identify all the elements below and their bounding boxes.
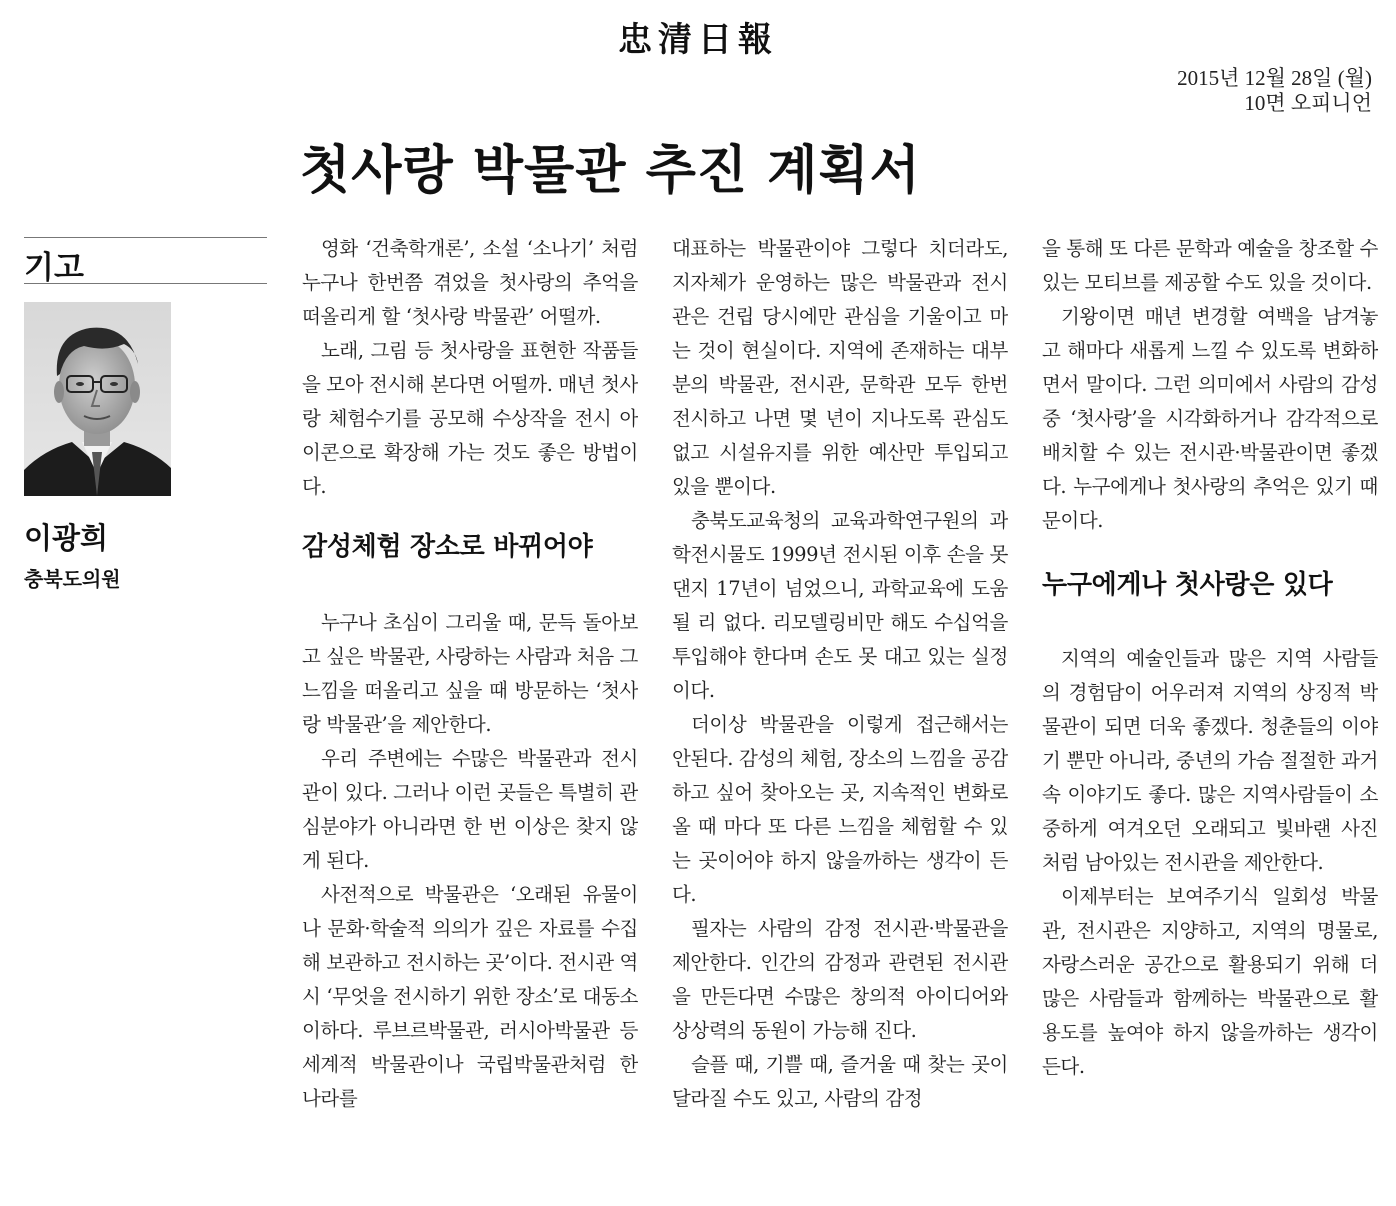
article-headline: 첫사랑 박물관 추진 계획서: [300, 141, 921, 201]
paragraph: 을 통해 또 다른 문학과 예술을 창조할 수 있는 모티브를 제공할 수도 있을 것이다.: [1042, 237, 1378, 294]
author-name: 이광희: [24, 521, 109, 555]
newspaper-masthead: 忠清日報: [618, 20, 778, 60]
paragraph: 이제부터는 보여주기식 일회성 박물관, 전시관은 지양하고, 지역의 명물로, 자랑스러운 공간으로 활용되기 위해 더 많은 사람들과 함께하는 박물관으로 활용도를 높여야 하지 않을까하는 생각이 든다.: [1042, 885, 1378, 1078]
paragraph: 더이상 박물관을 이렇게 접근해서는 안된다. 감성의 체험, 장소의 느낌을 공감하고 싶어 찾아오는 곳, 지속적인 변화로 올 때 마다 또 다른 느낌을 체험할 수 있는 곳이어야 하지 않을까하는 생각이 든다.: [672, 713, 1008, 906]
paragraph: 기왕이면 매년 변경할 여백을 남겨놓고 해마다 새롭게 느낄 수 있도록 변화하면서 말이다. 그런 의미에서 사람의 감성 중 ‘첫사랑’을 시각화하거나 감각적으로 배치할 수 있는 전시관·박물관이면 좋겠다. 누구에게나 첫사랑의 추억은 있기 때문이다.: [1042, 305, 1378, 532]
article-column-1: [302, 232, 638, 1192]
paragraph: 대표하는 박물관이야 그렇다 치더라도, 지자체가 운영하는 많은 박물관과 전시관은 건립 당시에만 관심을 기울이고 마는 것이 현실이다. 지역에 존재하는 대부분의 박물관, 전시관, 문학관 모두 한번 전시하고 나면 몇 년이 지나도록 관심도 없고 시설유지를 위한 예산만 투입되고 있을 뿐이다.: [672, 237, 1008, 498]
paragraph: 필자는 사람의 감정 전시관·박물관을 제안한다. 인간의 감정과 관련된 전시관을 만든다면 수많은 창의적 아이디어와 상상력의 동원이 가능해 진다.: [672, 917, 1008, 1042]
subheading: 누구에게나 첫사랑은 있다: [1042, 570, 1333, 600]
edition-date: 2015년 12월 28일 (월): [1177, 66, 1372, 90]
author-title: 충북도의원: [24, 567, 121, 591]
paragraph: 누구나 초심이 그리울 때, 문득 돌아보고 싶은 박물관, 사랑하는 사람과 처음 그 느낌을 떠올리고 싶을 때 방문하는 ‘첫사랑 박물관’을 제안한다.: [302, 611, 638, 736]
paragraph: 충북도교육청의 교육과학연구원의 과학전시물도 1999년 전시된 이후 손을 못 댄지 17년이 넘었으니, 과학교육에 도움 될 리 없다. 리모델링비만 해도 수십억을 투입해야 한다며 손도 못 대고 있는 실정이다.: [672, 509, 1008, 702]
section-bar: [24, 237, 267, 284]
paragraph: 영화 ‘건축학개론’, 소설 ‘소나기’ 처럼 누구나 한번쯤 겪었을 첫사랑의 추억을 떠올리게 할 ‘첫사랑 박물관’ 어떨까.: [302, 237, 638, 328]
edition-page: 10면 오피니언: [1244, 91, 1372, 115]
paragraph: 노래, 그림 등 첫사랑을 표현한 작품들을 모아 전시해 본다면 어떨까. 매년 첫사랑 체험수기를 공모해 수상작을 전시 아이콘으로 확장해 가는 것도 좋은 방법이다.: [302, 339, 638, 498]
edition-info: [1177, 66, 1372, 116]
subheading: 감성체험 장소로 바뀌어야: [302, 532, 593, 562]
author-photo: [24, 302, 171, 496]
article-column-2: [672, 232, 1008, 1192]
article-column-3: [1042, 232, 1378, 1192]
paragraph: 우리 주변에는 수많은 박물관과 전시관이 있다. 그러나 이런 곳들은 특별히 관심분야가 아니라면 한 번 이상은 찾지 않게 된다.: [302, 747, 638, 872]
paragraph: 슬플 때, 기쁠 때, 즐거울 때 찾는 곳이 달라질 수도 있고, 사람의 감정: [672, 1053, 1008, 1110]
section-label: 기고: [24, 250, 84, 286]
paragraph: 사전적으로 박물관은 ‘오래된 유물이나 문화·학술적 의의가 깊은 자료를 수집해 보관하고 전시하는 곳’이다. 전시관 역시 ‘무엇을 전시하기 위한 장소’로 대동소이하다. 루브르박물관, 러시아박물관 등 세계적 박물관이나 국립박물관처럼 한 나라를: [302, 883, 638, 1110]
paragraph: 지역의 예술인들과 많은 지역 사람들의 경험담이 어우러져 지역의 상징적 박물관이 되면 더욱 좋겠다. 청춘들의 이야기 뿐만 아니라, 중년의 가슴 절절한 과거 속 이야기도 좋다. 많은 지역사람들이 소중하게 여겨오던 오래되고 빛바랜 사진처럼 남아있는 전시관을 제안한다.: [1042, 647, 1378, 874]
